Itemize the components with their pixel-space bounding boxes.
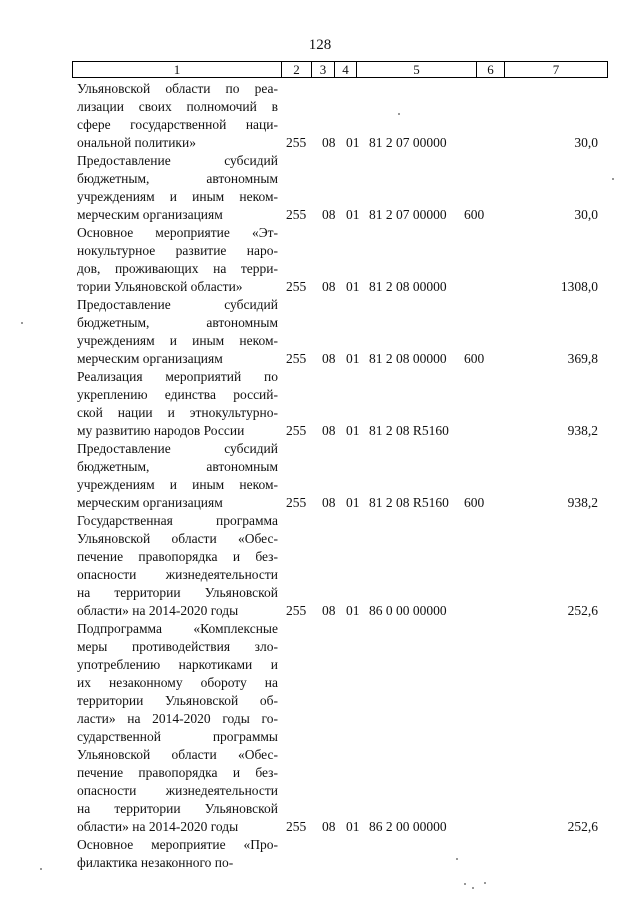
cell-col-3: 08 bbox=[322, 819, 336, 834]
description-line: Реализация мероприятий по bbox=[77, 369, 278, 384]
cell-col-4: 01 bbox=[346, 819, 360, 834]
scan-speck bbox=[398, 113, 400, 115]
description-line: учреждениям и иным неком- bbox=[77, 333, 278, 348]
row-description bbox=[77, 224, 278, 296]
table-row bbox=[0, 368, 640, 440]
scan-speck bbox=[40, 868, 42, 870]
cell-col-7: 938,2 bbox=[567, 423, 598, 438]
description-line: печение правопорядка и без- bbox=[77, 765, 278, 780]
cell-col-2: 255 bbox=[286, 819, 307, 834]
description-line: Основное мероприятие «Эт- bbox=[77, 225, 278, 240]
description-line: укреплению единства россий- bbox=[77, 387, 278, 402]
table-row bbox=[0, 440, 640, 512]
description-line: мерческим организациям bbox=[77, 495, 223, 510]
cell-col-2: 255 bbox=[286, 423, 307, 438]
cell-col-4: 01 bbox=[346, 351, 360, 366]
description-line: ональной политики» bbox=[77, 135, 196, 150]
description-line: Подпрограмма «Комплексные bbox=[77, 621, 278, 636]
cell-col-7: 369,8 bbox=[567, 351, 598, 366]
description-line: области» на 2014-2020 годы bbox=[77, 603, 239, 618]
description-line: мерческим организациям bbox=[77, 351, 223, 366]
cell-col-5: 81 2 08 00000 bbox=[369, 279, 447, 294]
cell-col-2: 255 bbox=[286, 279, 307, 294]
cell-col-5: 81 2 08 00000 bbox=[369, 351, 447, 366]
table-row bbox=[0, 836, 640, 872]
cell-col-5: 81 2 08 R5160 bbox=[369, 423, 449, 438]
header-col-3: 3 bbox=[312, 62, 335, 77]
description-line: территории Ульяновской об- bbox=[77, 693, 278, 708]
table-row bbox=[0, 152, 640, 224]
table-row bbox=[0, 512, 640, 620]
description-line: му развитию народов России bbox=[77, 423, 245, 438]
description-line: области» на 2014-2020 годы bbox=[77, 819, 239, 834]
row-description bbox=[77, 620, 278, 836]
row-description bbox=[77, 80, 278, 152]
cell-col-3: 08 bbox=[322, 423, 336, 438]
description-line: лизации своих полномочий в bbox=[77, 99, 278, 114]
description-line: учреждениям и иным неком- bbox=[77, 477, 278, 492]
cell-col-3: 08 bbox=[322, 135, 336, 150]
cell-col-3: 08 bbox=[322, 279, 336, 294]
description-line: бюджетным, автономным bbox=[77, 171, 278, 186]
cell-col-3: 08 bbox=[322, 351, 336, 366]
page-number: 128 bbox=[308, 37, 332, 53]
cell-col-4: 01 bbox=[346, 603, 360, 618]
cell-col-6: 600 bbox=[464, 495, 485, 510]
description-line: нокультурное развитие наро- bbox=[77, 243, 278, 258]
scan-speck bbox=[484, 882, 486, 884]
cell-col-7: 252,6 bbox=[567, 603, 598, 618]
scan-speck bbox=[612, 178, 614, 180]
description-line: ласти» на 2014-2020 годы го- bbox=[77, 711, 278, 726]
cell-col-4: 01 bbox=[346, 207, 360, 222]
description-line: сфере государственной наци- bbox=[77, 117, 278, 132]
cell-col-2: 255 bbox=[286, 207, 307, 222]
cell-col-2: 255 bbox=[286, 135, 307, 150]
row-description bbox=[77, 512, 278, 620]
description-line: на территории Ульяновской bbox=[77, 801, 278, 816]
description-line: меры противодействия зло- bbox=[77, 639, 278, 654]
header-col-7: 7 bbox=[552, 62, 560, 77]
header-col-1: 1 bbox=[73, 62, 282, 77]
description-line: филактика незаконного по- bbox=[77, 855, 234, 870]
cell-col-6: 600 bbox=[464, 207, 485, 222]
description-line: Ульяновской области по реа- bbox=[77, 81, 278, 96]
cell-col-4: 01 bbox=[346, 135, 360, 150]
cell-col-7: 938,2 bbox=[567, 495, 598, 510]
cell-col-2: 255 bbox=[286, 351, 307, 366]
description-line: дов, проживающих на терри- bbox=[77, 261, 278, 276]
cell-col-2: 255 bbox=[286, 603, 307, 618]
description-line: их незаконному обороту на bbox=[77, 675, 278, 690]
header-col-6: 6 bbox=[477, 62, 505, 77]
row-description bbox=[77, 836, 278, 872]
description-line: Государственная программа bbox=[77, 513, 278, 528]
table-header-row bbox=[72, 61, 608, 78]
description-line: Основное мероприятие «Про- bbox=[77, 837, 278, 852]
description-line: опасности жизнедеятельности bbox=[77, 567, 278, 582]
cell-col-5: 81 2 07 00000 bbox=[369, 207, 447, 222]
cell-col-5: 86 0 00 00000 bbox=[369, 603, 447, 618]
cell-col-3: 08 bbox=[322, 207, 336, 222]
cell-col-4: 01 bbox=[346, 279, 360, 294]
scan-speck bbox=[464, 883, 466, 885]
table-row bbox=[0, 224, 640, 296]
description-line: сударственной программы bbox=[77, 729, 278, 744]
cell-col-5: 81 2 07 00000 bbox=[369, 135, 447, 150]
scan-speck bbox=[21, 322, 23, 324]
scan-speck bbox=[456, 858, 458, 860]
table-row bbox=[0, 80, 640, 152]
description-line: тории Ульяновской области» bbox=[77, 279, 243, 294]
description-line: бюджетным, автономным bbox=[77, 459, 278, 474]
row-description bbox=[77, 152, 278, 224]
cell-col-7: 30,0 bbox=[574, 207, 598, 222]
description-line: употреблению наркотиками и bbox=[77, 657, 278, 672]
header-col-4: 4 bbox=[335, 62, 357, 77]
header-col-2: 2 bbox=[282, 62, 312, 77]
cell-col-7: 30,0 bbox=[574, 135, 598, 150]
description-line: печение правопорядка и без- bbox=[77, 549, 278, 564]
row-description bbox=[77, 368, 278, 440]
description-line: мерческим организациям bbox=[77, 207, 223, 222]
description-line: Ульяновской области «Обес- bbox=[77, 747, 278, 762]
description-line: на территории Ульяновской bbox=[77, 585, 278, 600]
cell-col-2: 255 bbox=[286, 495, 307, 510]
description-line: Предоставление субсидий bbox=[77, 441, 278, 456]
description-line: Предоставление субсидий bbox=[77, 297, 278, 312]
table-row bbox=[0, 296, 640, 368]
description-line: опасности жизнедеятельности bbox=[77, 783, 278, 798]
cell-col-5: 81 2 08 R5160 bbox=[369, 495, 449, 510]
description-line: бюджетным, автономным bbox=[77, 315, 278, 330]
row-description bbox=[77, 296, 278, 368]
cell-col-3: 08 bbox=[322, 495, 336, 510]
row-description bbox=[77, 440, 278, 512]
scan-speck bbox=[472, 887, 474, 889]
description-line: учреждениям и иным неком- bbox=[77, 189, 278, 204]
header-col-5: 5 bbox=[357, 62, 477, 77]
cell-col-5: 86 2 00 00000 bbox=[369, 819, 447, 834]
cell-col-7: 1308,0 bbox=[560, 279, 598, 294]
table-row bbox=[0, 620, 640, 836]
description-line: Ульяновской области «Обес- bbox=[77, 531, 278, 546]
cell-col-7: 252,6 bbox=[567, 819, 598, 834]
cell-col-4: 01 bbox=[346, 423, 360, 438]
cell-col-3: 08 bbox=[322, 603, 336, 618]
description-line: Предоставление субсидий bbox=[77, 153, 278, 168]
cell-col-6: 600 bbox=[464, 351, 485, 366]
description-line: ской нации и этнокультурно- bbox=[77, 405, 278, 420]
cell-col-4: 01 bbox=[346, 495, 360, 510]
